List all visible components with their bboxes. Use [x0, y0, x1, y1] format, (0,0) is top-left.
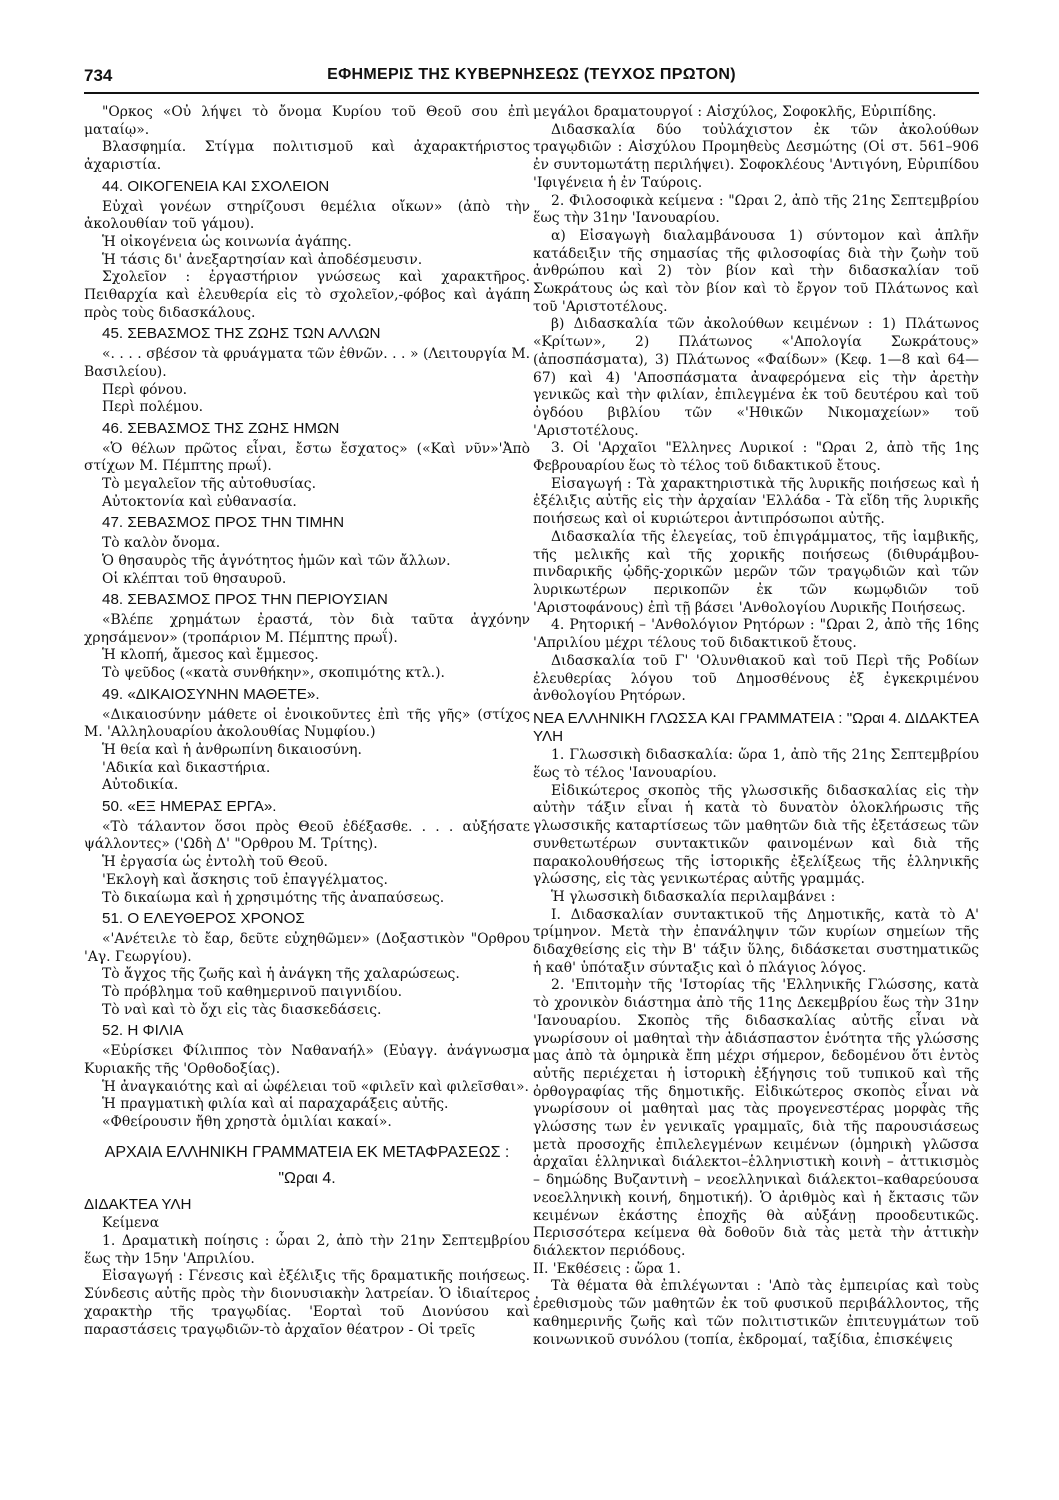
section-heading: 50. «ΕΞ ΗΜΕΡΑΣ ΕΡΓΑ».	[102, 798, 277, 816]
paragraph: Εὐχαὶ γονέων στηρίζουσι θεμέλια οἴκων» (ἀπὸ τὴν ἀκολουθίαν τοῦ γάμου).	[84, 198, 530, 233]
right-column	[533, 104, 979, 1490]
section-heading: 46. ΣΕΒΑΣΜΟΣ ΤΗΣ ΖΩΗΣ ΗΜΩΝ	[102, 419, 340, 437]
subsection-heading: ΝΕΑ ΕΛΛΗΝΙΚΗ ΓΛΩΣΣΑ ΚΑΙ ΓΡΑΜΜΑΤΕΙΑ : "Ωραι 4. ΔΙΔΑΚΤΕΑ ΥΛΗ	[533, 709, 979, 745]
paragraph: Ἡ οἰκογένεια ὡς κοινωνία ἀγάπης.	[102, 233, 352, 250]
paragraph: Διδασκαλία δύο τοὐλάχιστον ἐκ τῶν ἀκολούθων τραγῳδιῶν : Αἰσχύλου Προμηθεὺς Δεσμώτης (Οἱ στ. 561–906 ἐν συντομωτάτῃ περιλήψει). Σοφοκλέους 'Αντιγόνη, Εὐριπίδου 'Ιφιγένεια ἡ ἐν Ταύροις.	[533, 121, 979, 191]
paragraph: Τὰ θέματα θὰ ἐπιλέγωνται : 'Απὸ τὰς ἐμπειρίας καὶ τοὺς ἐρεθισμοὺς τῶν μαθητῶν ἐκ τοῦ φυσικοῦ περιβάλλοντος, τῆς καθημερινῆς ζωῆς καὶ τῶν πολιτιστικῶν ἐπιτευγμάτων τοῦ κοινωνικοῦ συνόλου (τοπία, ἐκδρομαί, ταξίδια, ἐπισκέψεις	[533, 1278, 979, 1348]
paragraph: Τὸ δικαίωμα καὶ ἡ χρησιμότης τῆς ἀναπαύσεως.	[102, 889, 445, 906]
paragraph: 1. Δραματικὴ ποίησις : ὧραι 2, ἀπὸ τὴν 21ην Σεπτεμβρίου ἕως τὴν 15ην 'Απριλίου.	[84, 1233, 530, 1267]
paragraph: Οἱ κλέπται τοῦ θησαυροῦ.	[102, 570, 287, 587]
paragraph: Διδασκαλία τῆς ἐλεγείας, τοῦ ἐπιγράμματος, τῆς ἰαμβικῆς, τῆς μελικῆς καὶ τῆς χορικῆς ποιήσεως (διθυράμβου-πινδαρικῆς ᾠδῆς-χορικῶν μερῶν τῶν τραγῳδιῶν καὶ τῶν λυρικωτέρων περικοπῶν ἐκ τῶν κωμῳδιῶν τοῦ 'Αριστοφάνους) ἐπὶ τῇ βάσει 'Ανθολογίου Λυρικῆς Ποιήσεως.	[533, 528, 979, 616]
section-heading: 52. Η ΦΙΛΙΑ	[102, 1022, 184, 1040]
paragraph: Ἡ ἀναγκαιότης καὶ αἱ ὠφέλειαι τοῦ «φιλεῖν καὶ φιλεῖσθαι».	[102, 1078, 529, 1095]
paragraph: Ὁ θησαυρὸς τῆς ἁγνότητος ἡμῶν καὶ τῶν ἄλλων.	[102, 552, 451, 569]
paragraph: «Βλέπε χρημάτων ἐραστά, τὸν διὰ ταῦτα ἀγχόνην χρησάμενον» (τροπάριον Μ. Πέμπτης πρωΐ).	[84, 611, 530, 646]
paragraph: Περὶ φόνου.	[102, 381, 188, 398]
section-heading: 44. ΟΙΚΟΓΕΝΕΙΑ ΚΑΙ ΣΧΟΛΕΙΟΝ	[102, 177, 330, 195]
paragraph: μεγάλοι δραματουργοί : Αἰσχύλος, Σοφοκλῆς, Εὐριπίδης.	[533, 104, 937, 120]
paragraph: «Τὸ τάλαντον ὅσοι πρὸς Θεοῦ ἐδέξασθε. . . . αὐξήσατε ψάλλοντες» ('Ωδὴ Δ' "Ορθρου Μ. Τρίτης).	[84, 818, 530, 853]
paragraph: «Ὁ θέλων πρῶτος εἶναι, ἔστω ἔσχατος» («Καὶ νῦν»'Ἀπὸ στίχων Μ. Πέμπτης πρωΐ).	[84, 440, 530, 475]
paragraph: β) Διδασκαλία τῶν ἀκολούθων κειμένων : 1) Πλάτωνος «Κρίτων», 2) Πλάτωνος «'Απολογία Σωκράτους» (ἀποσπάσματα), 3) Πλάτωνος «Φαίδων» (Κεφ. 1—8 καὶ 64—67) καὶ 4) 'Αποσπάσματα ἀναφερόμενα εἰς τὴν ἀρετὴν γενικῶς καὶ τὴν φιλίαν, ἐπιλεγμένα ἐκ τοῦ δευτέρου καὶ τοῦ ὀγδόου βιβλίου τῶν «'Ηθικῶν Νικομαχείων» τοῦ 'Αριστοτέλους.	[533, 316, 979, 439]
paragraph: α) Εἰσαγωγὴ διαλαμβάνουσα 1) σύντομον καὶ ἁπλῆν κατάδειξιν τῆς σημασίας τῆς φιλοσοφίας διὰ τὴν ζωὴν τοῦ ἀνθρώπου καὶ 2) τὸν βίον καὶ τὴν διδασκαλίαν τοῦ Σωκράτους ὡς καὶ τὸν βίον καὶ τὸ ἔργον τοῦ Πλάτωνος καὶ τοῦ 'Αριστοτέλους.	[533, 227, 979, 315]
paragraph: Ἡ κλοπή, ἄμεσος καὶ ἔμμεσος.	[102, 647, 319, 664]
paragraph: "Ορκος «Οὐ λήψει τὸ ὄνομα Κυρίου τοῦ Θεοῦ σου ἐπὶ ματαίῳ».	[84, 104, 530, 138]
paragraph: Τὸ μεγαλεῖον τῆς αὐτοθυσίας.	[102, 476, 317, 493]
paragraph: Ἡ γλωσσικὴ διδασκαλία περιλαμβάνει :	[551, 888, 836, 905]
paragraph: Σχολεῖον : ἐργαστήριον γνώσεως καὶ χαρακτῆρος. Πειθαρχία καὶ ἐλευθερία εἰς τὸ σχολεῖον,-φόβος καὶ ἀγάπη πρὸς τοὺς διδασκάλους.	[84, 269, 530, 321]
paragraph: Βλασφημία. Στίγμα πολιτισμοῦ καὶ ἀχαρακτήριστος ἀχαριστία.	[84, 139, 530, 174]
paragraph: Αὐτοκτονία καὶ εὐθανασία.	[102, 493, 297, 510]
section-heading: 49. «ΔΙΚΑΙΟΣΥΝΗΝ ΜΑΘΕΤΕ».	[102, 685, 320, 703]
paragraph: Ἡ πραγματικὴ φιλία καὶ αἱ παραχαράξεις αὐτῆς.	[102, 1096, 449, 1113]
paragraph: Τὸ καλὸν ὄνομα.	[102, 535, 221, 552]
paragraph: Ἡ ἐργασία ὡς ἐντολὴ τοῦ Θεοῦ.	[102, 854, 328, 871]
section-heading: 51. Ο ΕΛΕΥΘΕΡΟΣ ΧΡΟΝΟΣ	[102, 910, 305, 928]
paragraph: Περὶ πολέμου.	[102, 399, 204, 416]
paragraph: «'Ανέτειλε τὸ ἔαρ, δεῦτε εὐχηθῶμεν» (Δοξαστικὸν "Ορθρου 'Αγ. Γεωργίου).	[84, 930, 530, 965]
paragraph: 1. Γλωσσικὴ διδασκαλία: ὥρα 1, ἀπὸ τῆς 21ης Σεπτεμβρίου ἕως τὸ τέλος 'Ιανουαρίου.	[533, 747, 979, 782]
paragraph: 'Εκλογὴ καὶ ἄσκησις τοῦ ἐπαγγέλματος.	[102, 871, 388, 888]
paragraph: 'Αδικία καὶ δικαστήρια.	[102, 759, 271, 776]
section-heading: 48. ΣΕΒΑΣΜΟΣ ΠΡΟΣ ΤΗΝ ΠΕΡΙΟΥΣΙΑΝ	[102, 591, 388, 609]
paragraph: «Εὑρίσκει Φίλιππος τὸν Ναθαναήλ» (Εὐαγγ. ἀνάγνωσμα Κυριακῆς τῆς 'Ορθοδοξίας).	[84, 1043, 530, 1077]
paragraph: Ἡ τάσις δι' ἀνεξαρτησίαν καὶ ἀποδέσμευσιν.	[102, 251, 423, 268]
paragraph: 4. Ρητορική – 'Ανθολόγιον Ρητόρων : "Ωραι 2, ἀπὸ τῆς 16ης 'Απριλίου μέχρι τέλους τοῦ διδακτικοῦ ἔτους.	[533, 617, 979, 652]
paragraph: «Δικαιοσύνην μάθετε οἱ ἐνοικοῦντες ἐπὶ τῆς γῆς» (στίχος Μ. 'Αλληλουαρίου ἀκολουθίας Νυμφίου.)	[84, 706, 530, 741]
left-column	[84, 104, 530, 1490]
paragraph: Διδασκαλία τοῦ Γ' 'Ολυνθιακοῦ καὶ τοῦ Περὶ τῆς Ροδίων ἐλευθερίας λόγου τοῦ Δημοσθένους ἐξ ἐγκεκριμένου ἀνθολογίου Ρητόρων.	[533, 652, 979, 705]
paragraph: «Φθείρουσιν ἤθη χρηστὰ ὁμιλίαι κακαί».	[102, 1113, 392, 1130]
paragraph: I. Διδασκαλίαν συντακτικοῦ τῆς Δημοτικῆς, κατὰ τὸ Α' τρίμηνον. Μετὰ τὴν ἐπανάληψιν τῶν κυρίων σημείων τῆς διδαχθείσης εἰς τὴν Β' τάξιν ὕλης, διδάσκεται συστηματικῶς ἡ καθ' ὑπόταξιν σύνταξις καὶ ὁ πλάγιος λόγος.	[533, 906, 979, 976]
paragraph: Τὸ ἄγχος τῆς ζωῆς καὶ ἡ ἀνάγκη τῆς χαλαρώσεως.	[102, 966, 460, 983]
paragraph: Τὸ ψεῦδος («κατὰ συνθήκην», σκοπιμότης κτλ.).	[102, 665, 445, 682]
paragraph: Εἰδικώτερος σκοπὸς τῆς γλωσσικῆς διδασκαλίας εἰς τὴν αὐτὴν τάξιν εἶναι ἡ κατὰ τὸ δυνατὸν ὁλοκλήρωσις τῆς γλωσσικῆς καταρτίσεως τῶν μαθητῶν διὰ τῆς ἐξετάσεως τῶν συνθετωτέρων συντακτικῶν φαινομένων καὶ διὰ τῆς παρακολουθήσεως τῆς ἱστορικῆς ἐξελίξεως τῆς ἑλληνικῆς γλώσσης, εἰς τὰς γενικωτέρας αὐτῆς γραμμάς.	[533, 782, 979, 888]
paragraph: «. . . . σβέσον τὰ φρυάγματα τῶν ἐθνῶν. . . » (Λειτουργία Μ. Βασιλείου).	[84, 346, 530, 380]
paragraph: Ἡ θεία καὶ ἡ ἀνθρωπίνη δικαιοσύνη.	[102, 741, 362, 758]
section-heading: 45. ΣΕΒΑΣΜΟΣ ΤΗΣ ΖΩΗΣ ΤΩΝ ΑΛΛΩΝ	[102, 325, 381, 343]
running-title: ΕΦΗΜΕΡΙΣ ΤΗΣ ΚΥΒΕΡΝΗΣΕΩΣ (ΤΕΥΧΟΣ ΠΡΩΤΟΝ)	[327, 66, 736, 83]
paragraph: II. 'Εκθέσεις : ὥρα 1.	[533, 1260, 681, 1277]
page-number: 734	[84, 66, 113, 85]
paragraph: Τὸ πρόβλημα τοῦ καθημερινοῦ παιγνιδίου.	[102, 984, 403, 1001]
paragraph: Εἰσαγωγή : Τὰ χαρακτηριστικὰ τῆς λυρικῆς ποιήσεως καὶ ἡ ἐξέλιξις αὐτῆς εἰς τὴν ἀρχαίαν 'Ελλάδα - Τὰ εἴδη τῆς λυρικῆς ποιήσεως καὶ οἱ κυριώτεροι ἀντιπρόσωποι αὐτῆς.	[533, 475, 979, 528]
paragraph: Αὐτοδικία.	[102, 777, 179, 794]
paragraph: 2. Φιλοσοφικὰ κείμενα : "Ωραι 2, ἀπὸ τῆς 21ης Σεπτεμβρίου ἕως τὴν 31ην 'Ιανουαρίου.	[533, 192, 979, 227]
page-header	[84, 64, 979, 94]
paragraph: Εἰσαγωγή : Γένεσις καὶ ἐξέλιξις τῆς δραματικῆς ποιήσεως. Σύνδεσις αὐτῆς πρὸς τὴν διονυσιακὴν λατρείαν. Ὁ ἰδιαίτερος χαρακτὴρ τῆς τραγῳδίας. 'Εορταὶ τοῦ Διονύσου καὶ παραστάσεις τραγῳδιῶν-τὸ ἀρχαῖον θέατρον - Οἱ τρεῖς	[84, 1268, 530, 1338]
subsection-heading: ΔΙΔΑΚΤΕΑ ΥΛΗ	[84, 1195, 192, 1213]
major-section-title: ΑΡΧΑΙΑ ΕΛΛΗΝΙΚΗ ΓΡΑΜΜΑΤΕΙΑ ΕΚ ΜΕΤΑΦΡΑΣΕΩΣ : "Ωραι 4.	[104, 1143, 510, 1187]
section-heading: 47. ΣΕΒΑΣΜΟΣ ΠΡΟΣ ΤΗΝ ΤΙΜΗΝ	[102, 514, 345, 532]
paragraph: 3. Οἱ 'Αρχαῖοι "Ελληνες Λυρικοί : "Ωραι 2, ἀπὸ τῆς 1ης Φεβρουαρίου ἕως τὸ τέλος τοῦ διδακτικοῦ ἔτους.	[533, 440, 979, 475]
paragraph: Τὸ ναὶ καὶ τὸ ὄχι εἰς τὰς διασκεδάσεις.	[102, 1001, 382, 1018]
paragraph: Κείμενα	[102, 1215, 160, 1232]
paragraph: 2. 'Επιτομὴν τῆς 'Ιστορίας τῆς 'Ελληνικῆς Γλώσσης, κατὰ τὸ χρονικὸν διάστημα ἀπὸ τῆς 11ης Δεκεμβρίου ἕως τὴν 31ην 'Ιανουαρίου. Σκοπὸς τῆς διδασκαλίας αὐτῆς εἶναι νὰ γνωρίσουν οἱ μαθηταὶ τὴν ἀδιάσπαστον ἑνότητα τῆς γλώσσης μας ἀπὸ τὰ ὁμηρικὰ ἔπη μέχρι σήμερον, δεδομένου ὅτι ἐντὸς αὐτῆς περιέχεται ἡ ἱστορικὴ ἐξήγησις τοῦ τυπικοῦ καὶ τῆς ὀρθογραφίας τῆς δημοτικῆς. Εἰδικώτερος σκοπὸς εἶναι νὰ γνωρίσουν οἱ μαθηταὶ μας τὰς προγενεστέρας μορφὰς τῆς γλώσσης των ἐν γενικαῖς γραμμαῖς, διὰ τῆς παρουσιάσεως μετὰ προσοχῆς ἐπιλελεγμένων κειμένων (ὁμηρικὴ γλῶσσα ἀρχαῖαι ἑλληνικαὶ διάλεκτοι–ἑλληνιστικὴ κοινὴ – ἀττικισμὸς – δημώδης Βυζαντινὴ – νεοελληνικαὶ διάλεκτοι–καθαρεύουσα νεοελληνικὴ κοινή, δημοτική). Ὁ ἀριθμὸς καὶ ἡ ἔκτασις τῶν κειμένων ἑκάστης ἐποχῆς θὰ αὐξάνῃ προοδευτικῶς. Περισσότερα κείμενα θὰ δοθοῦν διὰ τὰς μετὰ τὴν ἀττικὴν διάλεκτον περιόδους.	[533, 977, 979, 1259]
